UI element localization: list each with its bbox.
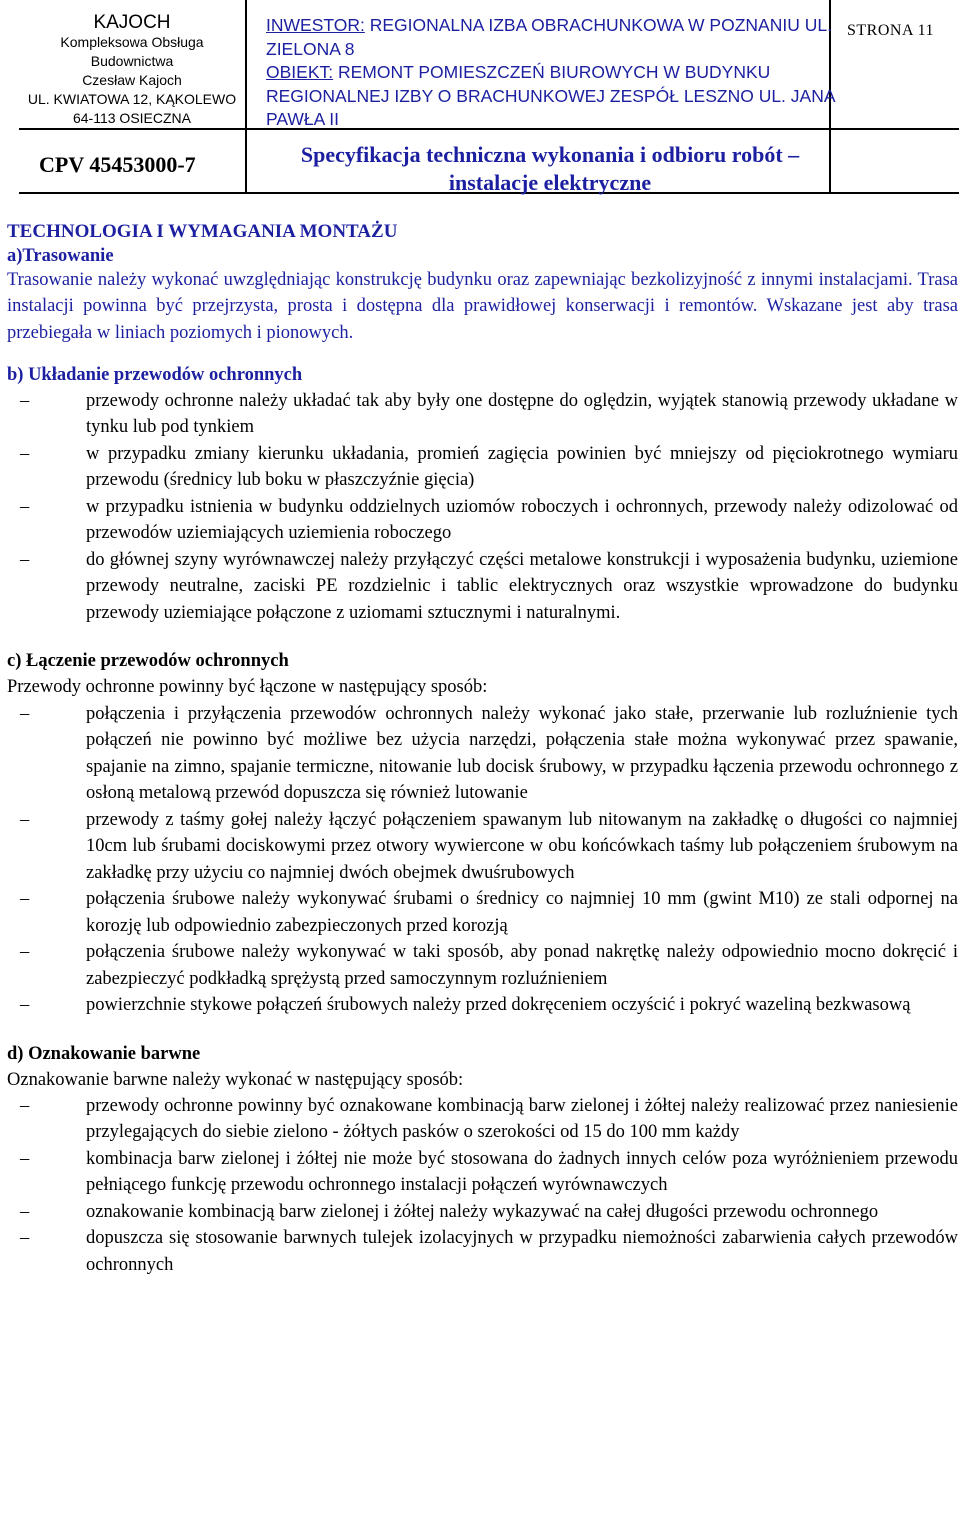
section-heading: TECHNOLOGIA I WYMAGANIA MONTAŻU	[7, 221, 398, 242]
list-item: – przewody z taśmy gołej należy łączyć połączeniem spawanym lub nitowanym na zakładkę o długości co najmniej 10cm lub śrubami dociskowymi przez otwory wywiercone w obu końcówkach taśmy lub połączeniem śrubowym na zakładkę przy użyciu co najmniej dwóch obejmek dwuśrubowych	[20, 809, 958, 883]
list-item: – w przypadku zmiany kierunku układania, promień zagięcia powinien być mniejszy od pięciokrotnego wymiaru przewodu (średnicy lub boku w płaszczyźnie gięcia)	[20, 443, 958, 491]
section-d-intro: Oznakowanie barwne należy wykonać w następujący sposób:	[7, 1069, 464, 1090]
company-name: KAJOCH	[93, 12, 171, 33]
list-item: – kombinacja barw zielonej i żółtej nie może być stosowana do żadnych innych celów poza wyróżnieniem przewodu pełniącego funkcję przewodu ochronnego instalacji połączeń wyrównawczych	[20, 1148, 958, 1196]
list-item: – przewody ochronne powinny być oznakowane kombinacją barw zielonej i żółtej należy realizować przez naniesienie przylegających do siebie zielono - żółtych pasków o szerokości od 15 do 100 mm każdy	[20, 1095, 958, 1143]
section-c-intro: Przewody ochronne powinny być łączone w następujący sposób:	[7, 677, 488, 698]
list-item: – do głównej szyny wyrównawczej należy przyłączyć części metalowe konstrukcji i wyposażenia budynku, uziemione przewody neutralne, zaciski PE rozdzielnic i tablic elektrycznych oraz wszystkie wprowadzone do budynku przewody uziemiające połączone z uziomami sztucznymi i naturalnymi.	[20, 549, 958, 623]
list-item: – połączenia i przyłączenia przewodów ochronnych należy wykonać jako stałe, przerwanie lub rozluźnienie tych połączeń nie powinno być możliwe bez użycia narzędzi, połączenia stałe można wykonywać przez spawanie, spajanie na zimno, spajanie termiczne, nitowanie lub docisk śrubowy, w przypadku łączenia przewodu ochronnego z osłoną metalową przewód dopuszcza się również lutowanie	[20, 703, 958, 804]
spec-title: Specyfikacja techniczna wykonania i odbioru robót – instalacje elektryczne	[300, 142, 800, 195]
investor-value: REGIONALNA IZBA OBRACHUNKOWA W POZNANIU UL. ZIELONA 8	[266, 15, 832, 59]
company-line: Czesław Kajoch	[82, 72, 182, 88]
company-line: UL. KWIATOWA 12, KĄKOLEWO	[27, 91, 237, 107]
header-divider	[245, 0, 247, 194]
list-item: – połączenia śrubowe należy wykonywać w taki sposób, aby ponad nakrętkę należy odpowiednio mocno dokręcić i zabezpieczyć podkładką sprężystą przed samoczynnym rozluźnieniem	[20, 942, 958, 989]
investor-label: INWESTOR:	[266, 15, 365, 35]
paragraph: Trasowanie należy wykonać uwzględniając konstrukcję budynku oraz zapewniając bezkolizyjność z innymi instalacjami. Trasa instalacji powinna być przejrzysta, prosta i dostępna dla prawidłowej konserwacji i remontów. Wskazane jest aby trasa przebiegała w liniach poziomych i pionowych.	[7, 270, 958, 343]
section-b-list	[7, 388, 958, 627]
section-c-list	[7, 701, 958, 1019]
list-item: – oznakowanie kombinacją barw zielonej i żółtej należy wykazywać na całej długości przewodu ochronnego	[20, 1201, 879, 1222]
investor-block	[266, 14, 836, 132]
section-c-title: c) Łączenie przewodów ochronnych	[7, 651, 289, 672]
section-d-title: d) Oznakowanie barwne	[7, 1043, 201, 1064]
cpv-code: CPV 45453000-7	[39, 152, 196, 177]
document-body	[7, 218, 958, 1278]
object-value: REMONT POMIESZCZEŃ BIUROWYCH W BUDYNKU REGIONALNEJ IZBY O BRACHUNKOWEJ ZESPÓŁ LESZNO UL. JANA PAWŁA II	[266, 62, 835, 129]
subsection-heading: a)Trasowanie	[7, 246, 114, 266]
section-b-title: b) Układanie przewodów ochronnych	[7, 364, 303, 385]
list-item: – powierzchnie stykowe połączeń śrubowych należy przed dokręceniem oczyścić i pokryć wazeliną bezkwasową	[20, 995, 911, 1016]
company-line: Budownictwa	[90, 53, 174, 69]
list-item: – połączenia śrubowe należy wykonywać śrubami o średnicy co najmniej 10 mm (gwint M10) ze stali odpornej na korozję lub odpowiednio zabezpieczonych przed korozją	[20, 889, 958, 936]
list-item: – w przypadku istnienia w budynku oddzielnych uziomów roboczych i ochronnych, przewody należy odizolować od przewodów uziemiających uziemienia roboczego	[20, 496, 958, 544]
section-d-list	[7, 1093, 958, 1279]
company-line: 64-113 OSIECZNA	[72, 110, 191, 126]
list-item: – przewody ochronne należy układać tak aby były one dostępne do oględzin, wyjątek stanowią przewody układane w tynku lub pod tynkiem	[20, 390, 958, 438]
company-block	[19, 12, 245, 128]
document-header	[19, 0, 959, 194]
object-label: OBIEKT:	[266, 62, 334, 82]
company-line: Kompleksowa Obsługa	[60, 34, 204, 50]
page-number: STRONA 11	[847, 22, 935, 39]
list-item: – dopuszcza się stosowanie barwnych tulejek izolacyjnych w przypadku niemożności zabarwienia całych przewodów ochronnych	[20, 1228, 958, 1275]
